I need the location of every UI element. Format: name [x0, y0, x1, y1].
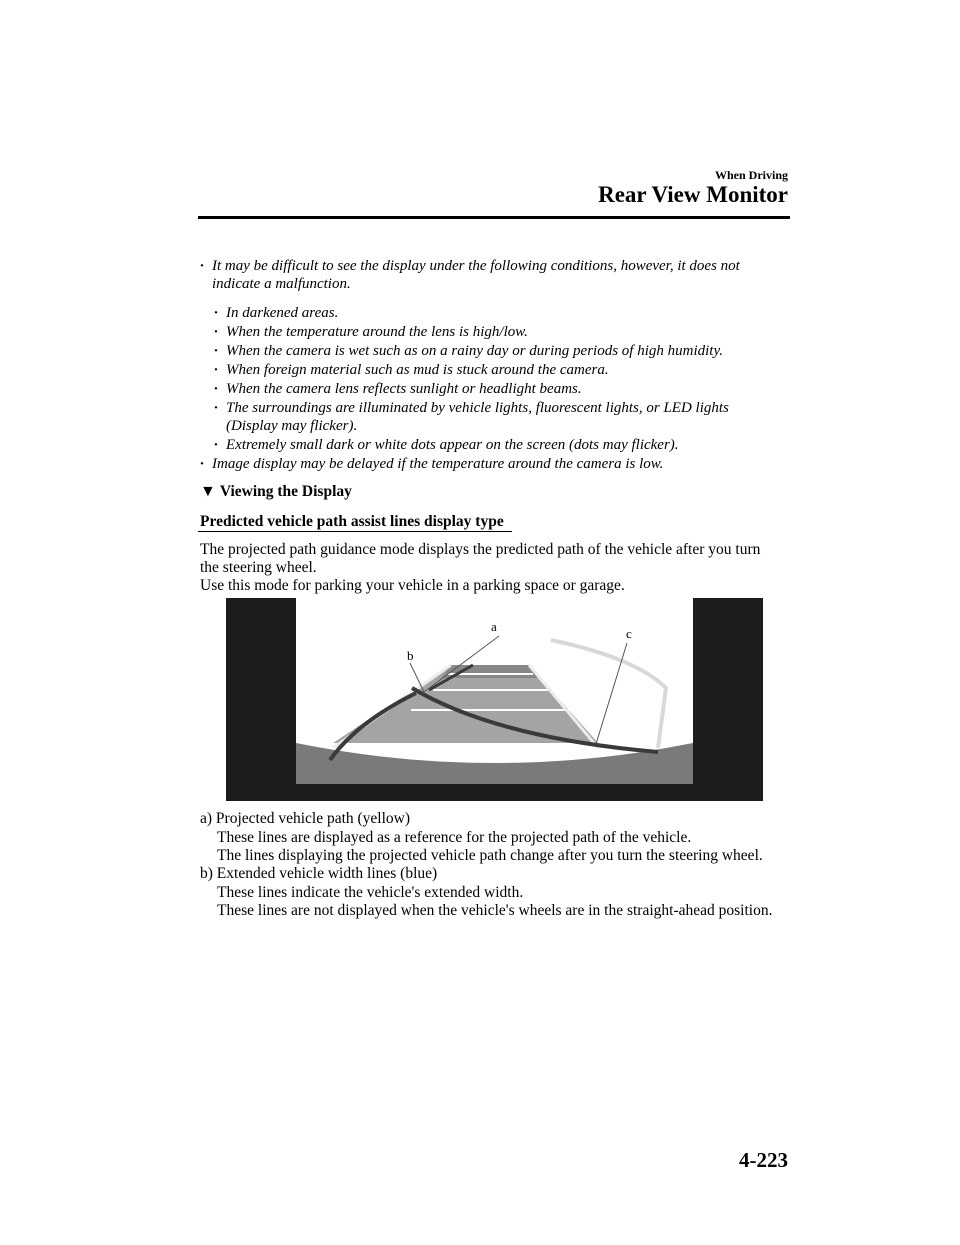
paragraph-line: The projected path guidance mode displays the predicted path of the vehicle after you turn	[200, 541, 761, 558]
condition-item	[214, 342, 723, 360]
legend-item-b	[200, 865, 437, 883]
legend-desc: These lines are not displayed when the vehicle's wheels are in the straight-ahead position.	[217, 902, 773, 919]
condition-text: When the camera lens reflects sunlight or headlight beams.	[226, 381, 582, 397]
note-intro	[200, 257, 740, 275]
condition-item	[214, 304, 338, 322]
condition-text: When the temperature around the lens is high/low.	[226, 324, 528, 340]
label-c: c	[626, 626, 632, 641]
note-delay	[200, 455, 663, 473]
legend-title: Projected vehicle path (yellow)	[215, 810, 411, 827]
condition-item	[214, 380, 582, 398]
rear-view-monitor-figure	[226, 598, 763, 801]
condition-continuation: (Display may flicker).	[226, 418, 358, 434]
page-title: Rear View Monitor	[598, 182, 788, 207]
page-number: 4-223	[739, 1148, 788, 1172]
label-a: a	[491, 619, 497, 634]
condition-item	[214, 361, 609, 379]
condition-text: When the camera is wet such as on a rainy day or during periods of high humidity.	[226, 343, 724, 359]
condition-item	[214, 323, 528, 341]
legend-title: Extended vehicle width lines (blue)	[216, 865, 438, 882]
legend-letter: a)	[200, 810, 213, 827]
triangle-down-icon: ▼	[200, 483, 216, 500]
header-rule	[198, 216, 790, 219]
note-delay-text: Image display may be delayed if the temperature around the camera is low.	[212, 456, 664, 472]
condition-text: When foreign material such as mud is stuck around the camera.	[226, 362, 609, 378]
condition-text: Extremely small dark or white dots appear on the screen (dots may flicker).	[226, 437, 679, 453]
paragraph-line: the steering wheel.	[200, 559, 317, 576]
legend-desc: The lines displaying the projected vehicle path change after you turn the steering wheel.	[217, 847, 763, 864]
paragraph-line: Use this mode for parking your vehicle in a parking space or garage.	[200, 577, 625, 594]
section-label: When Driving	[714, 168, 788, 182]
subheading-underline	[198, 531, 512, 532]
condition-item	[214, 399, 729, 417]
legend-letter: b)	[200, 865, 213, 882]
condition-item	[214, 436, 679, 454]
legend-desc: These lines indicate the vehicle's extended width.	[217, 884, 524, 901]
note-intro-line1: It may be difficult to see the display under the following conditions, however, it does not	[212, 258, 740, 274]
label-b: b	[407, 648, 414, 663]
subheading: Predicted vehicle path assist lines display type	[200, 513, 504, 530]
section-heading-text: Viewing the Display	[219, 483, 352, 500]
note-intro-line2: indicate a malfunction.	[212, 276, 351, 292]
condition-text: In darkened areas.	[226, 305, 339, 321]
section-heading	[200, 483, 352, 501]
legend-desc: These lines are displayed as a reference for the projected path of the vehicle.	[217, 829, 692, 846]
legend-item-a	[200, 810, 410, 828]
condition-text: The surroundings are illuminated by vehicle lights, fluorescent lights, or LED lights	[226, 400, 729, 416]
